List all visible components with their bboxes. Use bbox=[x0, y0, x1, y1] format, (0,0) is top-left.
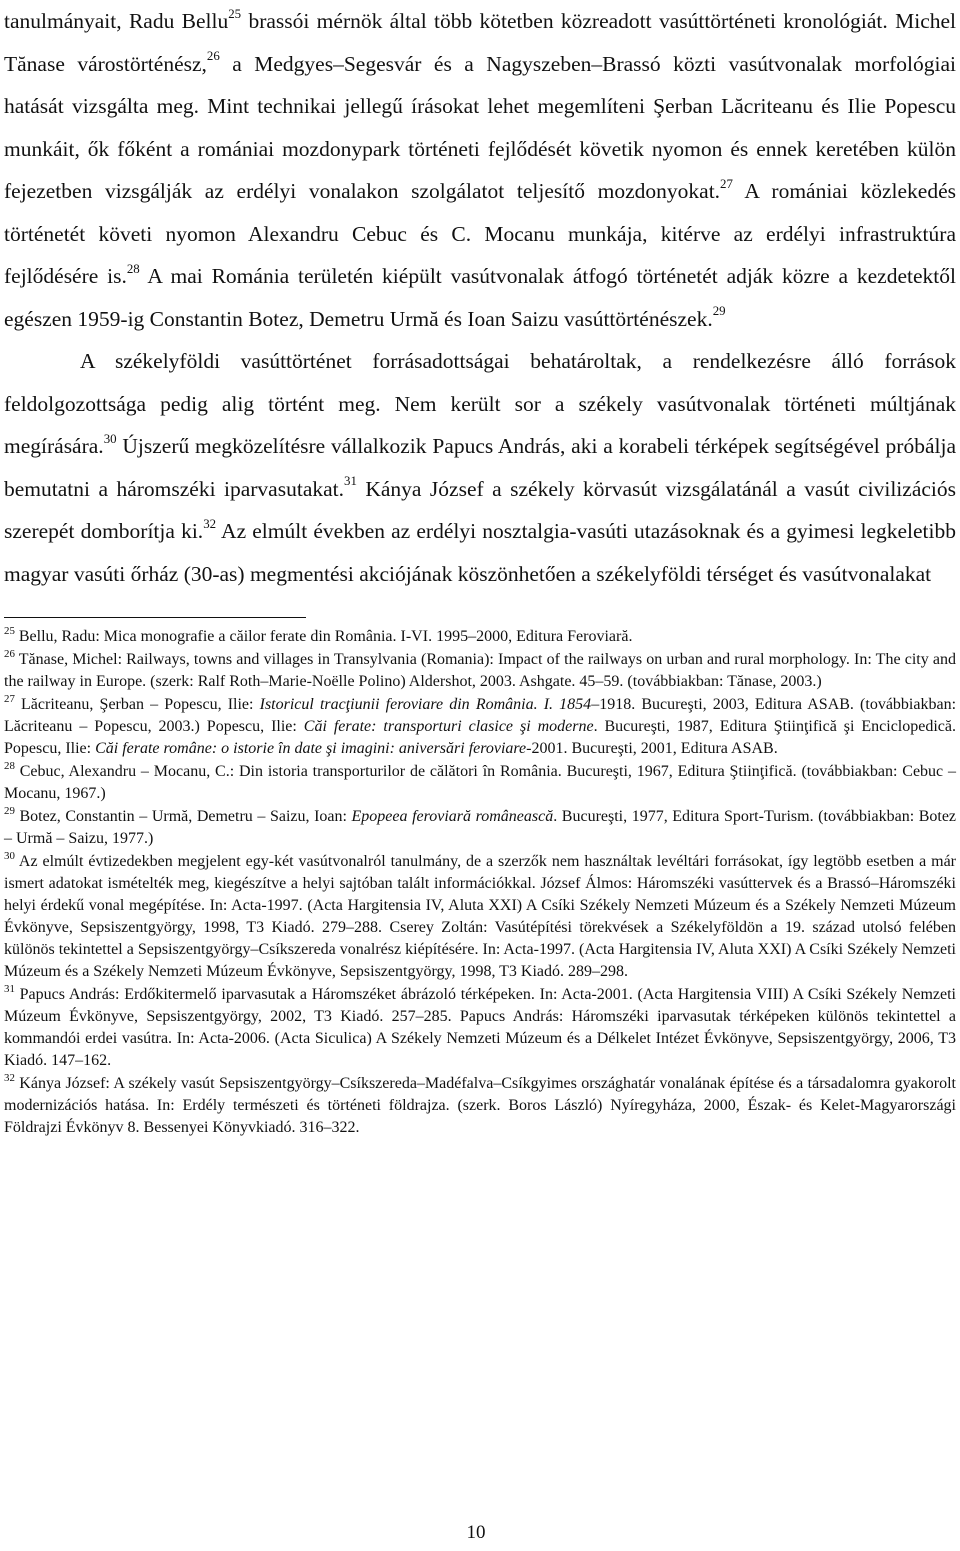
text-run: A romániai közlekedés történetét követi nyomon Alexandru Cebuc és C. Mocanu munkája, kitérve az erdélyi infrastruktúra fejlődésére is. bbox=[4, 179, 956, 288]
footnote-32 bbox=[4, 1073, 956, 1139]
text-run: A székelyföldi vasúttörténet forrásadottságai behatároltak, a rendelkezésre álló források feldolgozottsága pedig alig történt meg. Nem került sor a székely vasútvonalak történeti múltjának megírására. bbox=[4, 349, 956, 458]
footnote-25 bbox=[4, 626, 956, 648]
paragraph-2 bbox=[4, 340, 956, 595]
footnote-text: Kánya József: A székely vasút Sepsiszentgyörgy–Csíkszereda–Madéfalva–Csíkgyimes országhatár vonalának építése és a társadalomra gyakorolt modernizációs hatása. In: Erdély természeti és történeti földrajza. (szerk. Boros László) Nyíregyháza, 2000, Észak- és Kelet-Magyarországi Földrajzi Évkönyv 8. Bessenyei Könyvkiadó. 316–322. bbox=[4, 1075, 956, 1136]
text-run: a Medgyes–Segesvár és a Nagyszeben–Brassó közti vasútvonalak morfológiai hatását vizsgálta meg. Mint technikai jellegű írásokat lehet megemlíteni Şerban Lăcriteanu és Ilie Popescu munkáit, ők főként a romániai mozdonypark történeti fejlődését követik nyomon és ennek keretében külön fejezetben vizsgálják az erdélyi vonalakon szolgálatot teljesítő mozdonyokat. bbox=[4, 51, 956, 203]
text-run: Kánya József a székely körvasút vizsgálatánál a vasút civilizációs szerepét domborítja ki. bbox=[4, 476, 956, 543]
page-number: 10 bbox=[466, 1522, 486, 1543]
footnote-text: Bellu, Radu: Mica monografie a căilor ferate din România. I-VI. 1995–2000, Editura Feroviară. bbox=[18, 628, 633, 645]
footnote-ref-31[interactable]: 31 bbox=[344, 474, 357, 489]
footnote-title: Istoricul tracţiunii feroviare din România. I. 1854 bbox=[259, 696, 592, 713]
footnote-text: Papucs András: Erdőkitermelő iparvasutak a Háromszéket ábrázoló térképeken. In: Acta-2001. (Acta Hargitensia VIII) A Csíki Székely Nemzeti Múzeum Évkönyve, Sepsiszentgyörgy, 2002, T3 Kiadó. 257–285. Papucs András: Háromszéki iparvasutak térképeken különös tekintettel a kommandói erdei vasútra. In: Acta-2006. (Acta Siculica) A Székely Nemzeti Múzeum és a Délkelet Intézet Évkönyve, Sepsiszentgyörgy, 2006, T3 Kiadó. 147–162. bbox=[4, 986, 956, 1069]
footnote-ref-32[interactable]: 32 bbox=[203, 516, 217, 531]
footnote-ref-25[interactable]: 25 bbox=[228, 6, 242, 21]
text-run: Az elmúlt években az erdélyi nosztalgia-vasúti utazásoknak és a gyimesi legkeletibb magyar vasúti őrház (30-as) megmentési akciójának köszönhetően a székelyföldi térséget és vasútvonalakat bbox=[4, 519, 956, 586]
footnote-ref-27[interactable]: 27 bbox=[720, 176, 733, 191]
text-run: A mai Románia területén kiépült vasútvonalak átfogó történetét adják közre a kezdetektől egészen 1959-ig Constantin Botez, Demetru Urmă és Ioan Saizu vasúttörténészek. bbox=[4, 264, 956, 331]
footnote-27 bbox=[4, 694, 956, 760]
footnote-number: 28 bbox=[4, 760, 15, 773]
footnote-title: Epopeea feroviară românească bbox=[351, 808, 554, 825]
footnote-29 bbox=[4, 806, 956, 850]
footnote-28 bbox=[4, 761, 956, 805]
footnote-number: 27 bbox=[4, 693, 15, 706]
footnote-number: 31 bbox=[4, 983, 15, 996]
footnote-text: –1918. Bucureşti, 2003, Editura ASAB. (továbbiakban: Lăcriteanu – Popescu, 2003.) Popescu, Ilie: bbox=[4, 696, 957, 735]
footnote-title: Căi ferate: transporturi clasice şi moderne bbox=[303, 718, 594, 735]
footnote-text: . Bucureşti, 1987, Editura Ştiinţifică şi Enciclopedică. Popescu, Ilie: bbox=[4, 718, 956, 757]
text-run: tanulmányait, Radu Bellu bbox=[4, 9, 229, 33]
footnote-ref-30[interactable]: 30 bbox=[103, 431, 117, 446]
text-run: brassói mérnök által több kötetben közreadott vasúttörténeti kronológiát. Michel Tănase várostörténész, bbox=[4, 9, 957, 76]
main-text bbox=[4, 0, 956, 595]
footnote-text: -2001. Bucureşti, 2001, Editura ASAB. bbox=[526, 740, 778, 757]
footnote-number: 29 bbox=[4, 805, 15, 818]
footnote-separator bbox=[4, 617, 306, 618]
footnote-text: Botez, Constantin – Urmă, Demetru – Saizu, Ioan: bbox=[19, 808, 352, 825]
footnote-text: . Bucureşti, 1977, Editura Sport-Turism. (továbbiakban: Botez – Urmă – Saizu, 1977.) bbox=[4, 808, 957, 847]
footnote-31 bbox=[4, 984, 956, 1072]
footnote-26 bbox=[4, 649, 956, 693]
footnote-number: 25 bbox=[4, 625, 15, 638]
footnote-number: 26 bbox=[4, 648, 15, 661]
footnotes bbox=[4, 626, 956, 1139]
footnote-text: Cebuc, Alexandru – Mocanu, C.: Din istoria transporturilor de călători în România. Bucureşti, 1967, Editura Ştiinţifică. (továbbiakban: Cebuc – Mocanu, 1967.) bbox=[4, 763, 957, 802]
footnote-title: Căi ferate române: o istorie în date şi imagini: aniversări feroviare bbox=[95, 740, 527, 757]
footnote-text: Lăcriteanu, Şerban – Popescu, Ilie: bbox=[21, 696, 260, 713]
document-page bbox=[4, 0, 956, 1140]
footnote-ref-28[interactable]: 28 bbox=[126, 261, 140, 276]
footnote-text: Tănase, Michel: Railways, towns and villages in Transylvania (Romania): Impact of the railways on urban and rural morphology. In: The city and the railway in Europe. (szerk: Ralf Roth–Marie-Noëlle Polino) Aldershot, 2003. Ashgate. 45–59. (továbbiakban: Tănase, 2003.) bbox=[4, 651, 956, 690]
paragraph-1 bbox=[4, 0, 956, 340]
footnote-number: 32 bbox=[4, 1072, 15, 1085]
footnote-number: 30 bbox=[4, 850, 15, 863]
footnote-ref-29[interactable]: 29 bbox=[712, 304, 726, 319]
text-run: Újszerű megközelítésre vállalkozik Papucs András, aki a korabeli térképek segítségével próbálja bemutatni a háromszéki iparvasutakat. bbox=[4, 434, 956, 501]
footnote-30 bbox=[4, 851, 956, 983]
footnote-ref-26[interactable]: 26 bbox=[206, 49, 220, 64]
footnote-text: Az elmúlt évtizedekben megjelent egy-két vasútvonalról tanulmány, de a szerzők nem használtak levéltári forrásokat, így legtöbb esetben a már ismert adatokat ismételték meg, kiegészítve a helyi sajtóban talált információkkal. József Álmos: Háromszéki vasúttervek és a Brassó–Háromszéki helyi érdekű vonal megépítése. In: Acta-1997. (Acta Hargitensia IV, Aluta XXI) A Csíki Székely Nemzeti Múzeum és a Székely Nemzeti Múzeum Évkönyve, Sepsiszentgyörgy, 1998, T3 Kiadó. 279–288. Cserey Zoltán: Vasútépítési törekvések a Székelyföldön a 19. század utolsó felében különös tekintettel a Sepsiszentgyörgy–Csíkszereda vonalrész kiépítésére. In: Acta-1997. (Acta Hargitensia IV, Aluta XXI) A Csíki Székely Nemzeti Múzeum és a Székely Nemzeti Múzeum Évkönyve, Sepsiszentgyörgy, 1998, T3 Kiadó. 289–298. bbox=[4, 853, 956, 980]
